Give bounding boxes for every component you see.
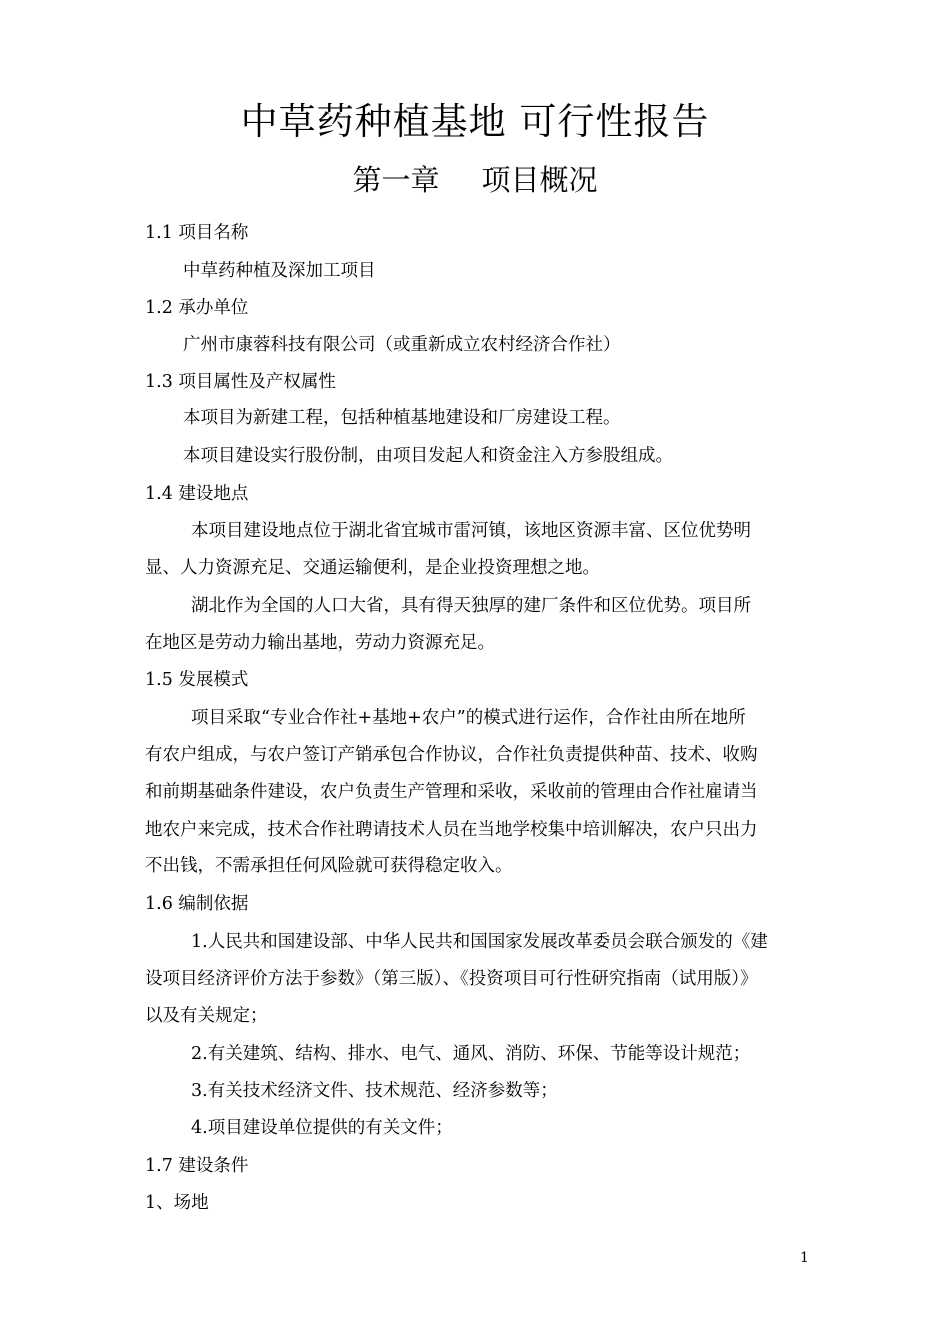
- body-line: 有农户组成，与农户签订产销承包合作协议，合作社负责提供种苗、技术、收购: [145, 745, 758, 765]
- section-heading: 1.2 承办单位: [145, 298, 249, 318]
- section-heading: 1.1 项目名称: [145, 223, 249, 243]
- chapter-number: 第一章: [352, 163, 440, 197]
- body-line: 本项目建设实行股份制，由项目发起人和资金注入方参股组成。: [183, 446, 673, 466]
- body-line: 广州市康蓉科技有限公司（或重新成立农村经济合作社）: [183, 335, 621, 355]
- section-heading: 1.6 编制依据: [145, 894, 249, 914]
- body-line: 1、场地: [145, 1193, 209, 1213]
- section-heading: 1.4 建设地点: [145, 484, 249, 504]
- body-line: 3.有关技术经济文件、技术规范、经济参数等；: [191, 1081, 558, 1101]
- body-line: 1.人民共和国建设部、中华人民共和国国家发展改革委员会联合颁发的《建: [191, 932, 768, 952]
- body-line: 4.项目建设单位提供的有关文件；: [191, 1118, 453, 1138]
- body-line: 以及有关规定；: [145, 1006, 268, 1026]
- section-heading: 1.7 建设条件: [145, 1156, 249, 1176]
- chapter-name: 项目概况: [481, 163, 598, 197]
- section-heading: 1.3 项目属性及产权属性: [145, 372, 336, 392]
- body-line: 项目采取“专业合作社+基地+农户”的模式进行运作，合作社由所在地所: [191, 708, 746, 728]
- page-number: 1: [800, 1250, 809, 1266]
- body-line: 2.有关建筑、结构、排水、电气、通风、消防、环保、节能等设计规范；: [191, 1044, 751, 1064]
- body-line: 在地区是劳动力输出基地，劳动力资源充足。: [145, 633, 495, 653]
- body-line: 地农户来完成，技术合作社聘请技术人员在当地学校集中培训解决，农户只出力: [145, 820, 758, 840]
- body-line: 本项目建设地点位于湖北省宜城市雷河镇，该地区资源丰富、区位优势明: [191, 521, 751, 541]
- body-line: 中草药种植及深加工项目: [183, 261, 376, 281]
- body-line: 本项目为新建工程，包括种植基地建设和厂房建设工程。: [183, 408, 621, 428]
- page-title: 中草药种植基地 可行性报告: [240, 100, 710, 143]
- body-line: 显、人力资源充足、交通运输便利，是企业投资理想之地。: [145, 558, 600, 578]
- chapter-heading: [0, 160, 950, 200]
- body-line: 和前期基础条件建设，农户负责生产管理和采收，采收前的管理由合作社雇请当: [145, 782, 758, 802]
- body-line: 设项目经济评价方法于参数》（第三版）、《投资项目可行性研究指南（试用版）》: [145, 969, 758, 989]
- body-line: 湖北作为全国的人口大省，具有得天独厚的建厂条件和区位优势。项目所: [191, 596, 751, 616]
- body-line: 不出钱，不需承担任何风险就可获得稳定收入。: [145, 856, 513, 876]
- section-heading: 1.5 发展模式: [145, 670, 249, 690]
